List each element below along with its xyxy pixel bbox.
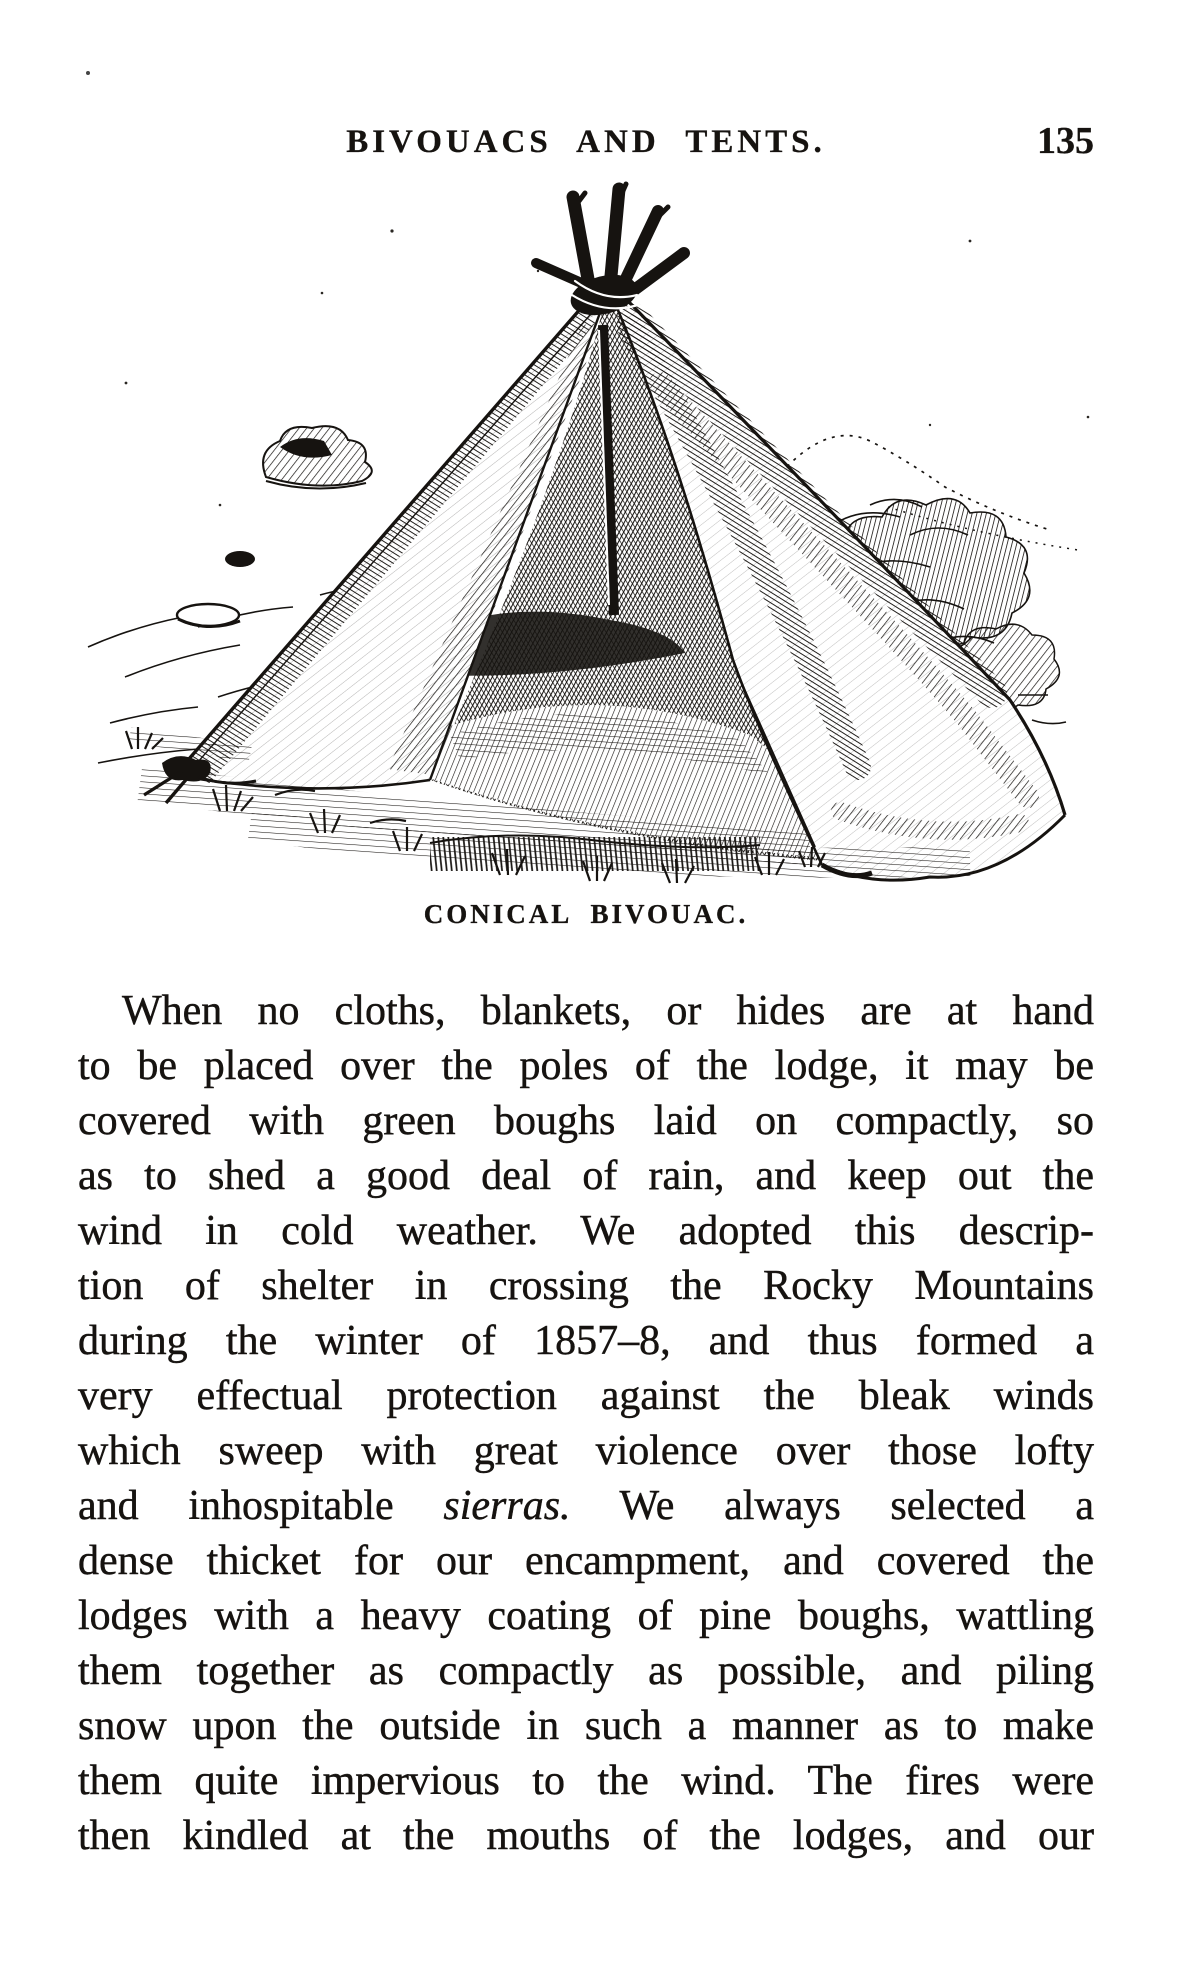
text-line: to be placed over the poles of the lodge, it may be <box>78 1043 1094 1089</box>
text-line: When no cloths, blankets, or hides are at hand <box>122 988 1094 1034</box>
text-line <box>78 1479 1094 1534</box>
text-run: and inhospitable <box>78 1483 444 1529</box>
text-run: We always selected a <box>570 1483 1094 1529</box>
text-line: very effectual protection against the bleak winds <box>78 1373 1094 1419</box>
text-line: during the winter of 1857–8, and thus formed a <box>78 1318 1094 1364</box>
text-line: tion of shelter in crossing the Rocky Mountains <box>78 1263 1094 1309</box>
text-line: them together as compactly as possible, and piling <box>78 1648 1094 1694</box>
running-header <box>78 122 1094 162</box>
text-line: dense thicket for our encampment, and covered the <box>78 1538 1094 1584</box>
text-line: covered with green boughs laid on compactly, so <box>78 1098 1094 1144</box>
text-line: then kindled at the mouths of the lodges, and our <box>78 1813 1094 1859</box>
text-line: as to shed a good deal of rain, and keep out the <box>78 1153 1094 1199</box>
tent-poles <box>536 184 684 322</box>
figure-caption: CONICAL BIVOUAC. <box>423 899 749 929</box>
page-title: BIVOUACS AND TENTS. <box>346 124 826 160</box>
text-line: snow upon the outside in such a manner as to make <box>78 1703 1094 1749</box>
rock-cluster <box>225 426 372 567</box>
text-line: lodges with a heavy coating of pine boughs, wattling <box>78 1593 1094 1639</box>
body-paragraph <box>78 984 1094 1864</box>
text-line: them quite impervious to the wind. The fires were <box>78 1758 1094 1804</box>
page-number: 135 <box>1037 120 1094 162</box>
text-line: wind in cold weather. We adopted this descrip- <box>78 1208 1094 1254</box>
tent-engraving <box>70 175 1120 890</box>
italic-term: sierras. <box>443 1483 571 1529</box>
conical-bivouac-illustration <box>70 175 1120 890</box>
scan-speck <box>86 71 90 75</box>
text-line: which sweep with great violence over those lofty <box>78 1428 1094 1474</box>
stone <box>177 604 240 627</box>
